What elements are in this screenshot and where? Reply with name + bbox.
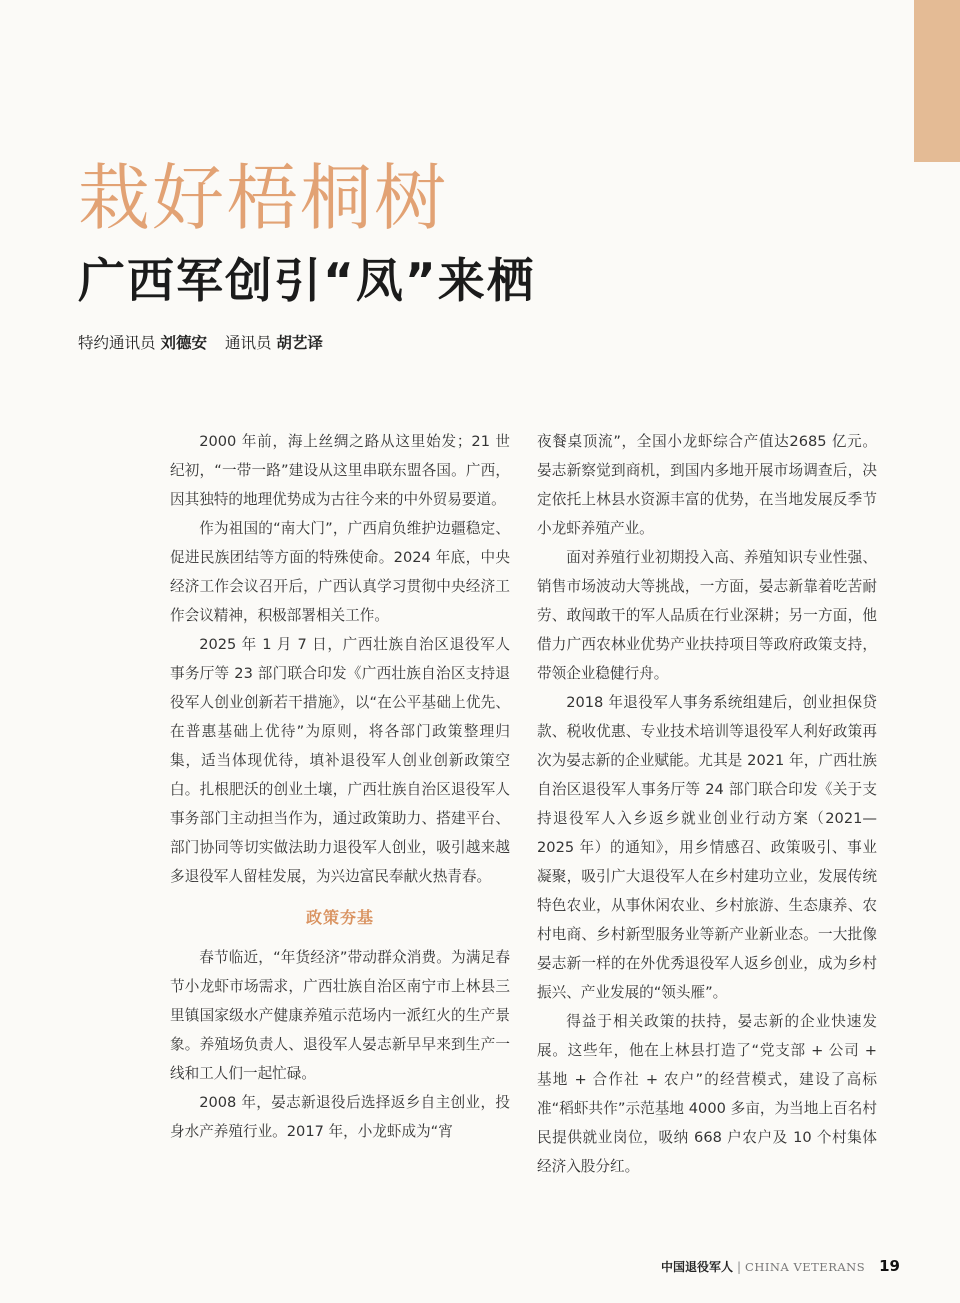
section-heading: 政策夯基: [305, 908, 374, 927]
article-column-left: [170, 427, 510, 1146]
paragraph: 春节临近，“年货经济”带动群众消费。为满足春节小龙虾市场需求，广西壮族自治区南宁市上林县三里镇国家级水产健康养殖示范场内一派红火的生产景象。养殖场负责人、退役军人晏志新早早来到生产一线和工人们一起忙碌。: [170, 949, 510, 1082]
footer-separator: |: [737, 1260, 742, 1274]
decorative-color-bar: [914, 0, 960, 162]
byline-role-1: 特约通讯员: [78, 334, 156, 352]
byline-role-2: 通讯员: [224, 334, 272, 352]
page-number: 19: [879, 1257, 900, 1275]
paragraph-continued: 夜餐桌顶流”，全国小龙虾综合产值达2685 亿元。晏志新察觉到商机，到国内多地开展市场调查后，决定依托上林县水资源丰富的优势，在当地发展反季节小龙虾养殖产业。: [537, 433, 877, 537]
article-subtitle: 广西军创引“凤”来栖: [78, 254, 536, 309]
magazine-name-en: CHINA VETERANS: [745, 1260, 866, 1274]
page-footer: [661, 1255, 900, 1278]
byline: [78, 332, 323, 354]
article-column-right: [537, 427, 877, 1181]
paragraph: 作为祖国的“南大门”，广西肩负维护边疆稳定、促进民族团结等方面的特殊使命。2024 年底，中央经济工作会议召开后，广西认真学习贯彻中央经济工作会议精神，积极部署相关工作。: [170, 520, 510, 624]
paragraph: 2000 年前，海上丝绸之路从这里始发；21 世纪初，“一带一路”建设从这里串联东盟各国。广西，因其独特的地理优势成为古往今来的中外贸易要道。: [170, 433, 510, 508]
paragraph: 2025 年 1 月 7 日，广西壮族自治区退役军人事务厅等 23 部门联合印发《广西壮族自治区支持退役军人创业创新若干措施》，以“在公平基础上优先、在普惠基础上优待”为原则，将各部门政策整理归集，适当体现优待，填补退役军人创业创新政策空白。扎根肥沃的创业土壤，广西壮族自治区退役军人事务部门主动担当作为，通过政策助力、搭建平台、部门协同等切实做法助力退役军人创业，吸引越来越多退役军人留桂发展，为兴边富民奉献火热青春。: [170, 636, 510, 885]
byline-author-2: 胡艺译: [276, 334, 323, 352]
paragraph: 2018 年退役军人事务系统组建后，创业担保贷款、税收优惠、专业技术培训等退役军人利好政策再次为晏志新的企业赋能。尤其是 2021 年，广西壮族自治区退役军人事务厅等 24 部门联合印发《关于支持退役军人入乡返乡就业创业行动方案（2021—2025 年）的通知》，用乡情感召、政策吸引、事业凝聚，吸引广大退役军人在乡村建功立业，发展传统特色农业，从事休闲农业、乡村旅游、生态康养、农村电商、乡村新型服务业等新产业新业态。一大批像晏志新一样的在外优秀退役军人返乡创业，成为乡村振兴、产业发展的“领头雁”。: [537, 694, 877, 1001]
paragraph: 2008 年，晏志新退役后选择返乡自主创业，投身水产养殖行业。2017 年，小龙虾成为“宵: [170, 1094, 510, 1140]
magazine-name-cn: 中国退役军人: [660, 1260, 733, 1274]
byline-author-1: 刘德安: [160, 334, 207, 352]
article-title: 栽好梧桐树: [78, 156, 449, 240]
paragraph: 得益于相关政策的扶持，晏志新的企业快速发展。这些年，他在上林县打造了“党支部 + 公司 + 基地 + 合作社 + 农户”的经营模式，建设了高标准“稻虾共作”示范基地 4000 多亩，为当地上百名村民提供就业岗位，吸纳 668 户农户及 10 个村集体经济入股分红。: [537, 1013, 877, 1175]
paragraph: 面对养殖行业初期投入高、养殖知识专业性强、销售市场波动大等挑战，一方面，晏志新靠着吃苦耐劳、敢闯敢干的军人品质在行业深耕；另一方面，他借力广西农林业优势产业扶持项目等政府政策支持，带领企业稳健行舟。: [537, 549, 877, 682]
